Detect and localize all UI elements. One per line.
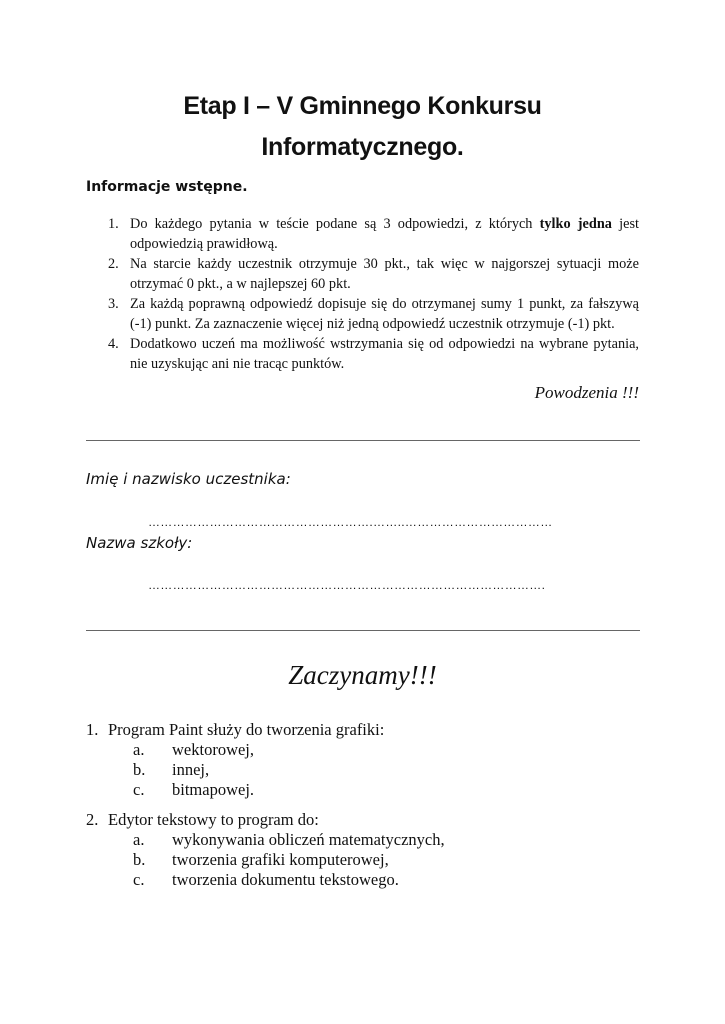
- title-line-2: Informatycznego.: [261, 133, 464, 161]
- question-number: 1.: [86, 720, 99, 739]
- question-label: Edytor tekstowy to program do:: [108, 810, 319, 829]
- info-item: [108, 334, 639, 374]
- answer-option[interactable]: [86, 780, 384, 800]
- answer-text: bitmapowej.: [172, 780, 255, 799]
- answer-list: [86, 830, 445, 890]
- question-text: [86, 720, 384, 740]
- info-item: [108, 294, 639, 334]
- info-item-emphasis: tylko jedna: [539, 216, 612, 232]
- answer-text: wykonywania obliczeń matematycznych,: [172, 830, 445, 849]
- question-text: [86, 810, 445, 830]
- info-item-text: Na starcie każdy uczestnik otrzymuje 30 pkt., tak więc w najgorszej sytuacji może otrzymać 0 pkt., a w najlepszej 60 pkt.: [130, 256, 639, 292]
- good-luck-text: Powodzenia !!!: [534, 383, 639, 402]
- info-item-text: Do każdego pytania w teście podane są 3 odpowiedzi, z których: [130, 216, 540, 232]
- question: [86, 810, 445, 890]
- school-field[interactable]: …………………………………………………………………………………….: [148, 578, 546, 592]
- info-item-number: 2.: [108, 256, 119, 272]
- info-item-text: jest odpowiedzią prawidłową.: [130, 216, 639, 252]
- info-heading: Informacje wstępne.: [86, 179, 248, 195]
- answer-option[interactable]: [86, 850, 445, 870]
- answer-option[interactable]: [86, 760, 384, 780]
- info-item: [108, 254, 639, 294]
- start-heading: Zaczynamy!!!: [288, 660, 437, 690]
- info-item-number: 4.: [108, 336, 119, 352]
- answer-text: tworzenia grafiki komputerowej,: [172, 850, 389, 869]
- answer-list: [86, 740, 384, 800]
- question-number: 2.: [86, 810, 99, 829]
- answer-option[interactable]: [86, 870, 445, 890]
- answer-option[interactable]: [86, 740, 384, 760]
- answer-text: wektorowej,: [172, 740, 255, 759]
- name-field[interactable]: ……………………………………………….……..………………………………: [148, 515, 553, 529]
- divider-bottom: [86, 630, 640, 631]
- answer-letter: a.: [133, 830, 145, 849]
- name-label: Imię i nazwisko uczestnika:: [86, 470, 291, 488]
- answer-letter: a.: [133, 740, 145, 759]
- info-list: [108, 214, 639, 374]
- document-title: [0, 86, 725, 168]
- answer-text: innej,: [172, 760, 210, 779]
- school-label: Nazwa szkoły:: [86, 534, 193, 552]
- title-line-1: Etap I – V Gminnego Konkursu: [183, 92, 542, 120]
- answer-letter: b.: [133, 850, 146, 869]
- answer-letter: b.: [133, 760, 146, 779]
- info-item-number: 1.: [108, 216, 119, 232]
- divider-top: [86, 440, 640, 441]
- answer-letter: c.: [133, 780, 145, 799]
- answer-text: tworzenia dokumentu tekstowego.: [172, 870, 399, 889]
- question: [86, 720, 384, 800]
- answer-letter: c.: [133, 870, 145, 889]
- question-label: Program Paint służy do tworzenia grafiki:: [108, 720, 385, 739]
- info-item-text: Dodatkowo uczeń ma możliwość wstrzymania się od odpowiedzi na wybrane pytania, nie uzyskując ani nie tracąc punktów.: [130, 336, 639, 372]
- info-item: [108, 214, 639, 254]
- info-item-number: 3.: [108, 296, 119, 312]
- info-item-text: Za każdą poprawną odpowiedź dopisuje się do otrzymanej sumy 1 punkt, za fałszywą (-1) punkt. Za zaznaczenie więcej niż jedną odpowiedź uczestnik otrzymuje (-1) pkt.: [130, 296, 639, 332]
- answer-option[interactable]: [86, 830, 445, 850]
